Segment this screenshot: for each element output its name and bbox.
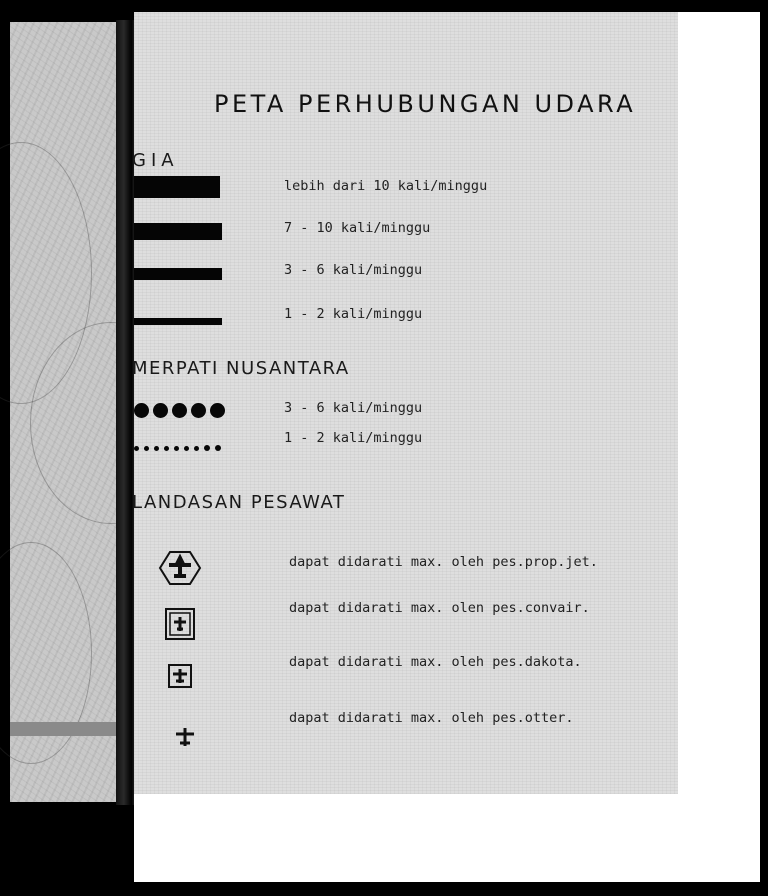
double-square-airplane-icon — [165, 608, 195, 640]
hexagon-airplane-icon — [158, 550, 202, 586]
legend-sheet — [134, 12, 760, 882]
page-title: PETA PERHUBUNGAN UDARA — [214, 90, 637, 118]
legend-line-thick — [134, 223, 222, 240]
legend-label: 1 - 2 kali/minggu — [284, 306, 423, 322]
square-airplane-icon — [168, 664, 192, 688]
legend-label: 3 - 6 kali/minggu — [284, 400, 423, 416]
section-heading-merpati: MERPATI NUSANTARA — [132, 358, 350, 379]
legend-label: dapat didarati max. oleh pes.dakota. — [289, 654, 582, 670]
legend-line-medium — [134, 268, 222, 280]
legend-line-thin — [134, 318, 222, 325]
legend-label: dapat didarati max. oleh pes.prop.jet. — [289, 554, 598, 570]
legend-dots-large — [134, 403, 225, 418]
section-heading-landasan: LANDASAN PESAWAT — [132, 492, 346, 513]
map-strip — [10, 22, 128, 802]
legend-panel — [134, 12, 678, 794]
legend-label: dapat didarati max. oleh pes.otter. — [289, 710, 574, 726]
legend-label: lebih dari 10 kali/minggu — [284, 178, 488, 194]
legend-line-thickest — [134, 176, 220, 198]
section-heading-gia: GIA — [132, 150, 179, 171]
airplane-icon — [174, 726, 196, 748]
legend-label: 7 - 10 kali/minggu — [284, 220, 431, 236]
legend-label: 3 - 6 kali/minggu — [284, 262, 423, 278]
legend-dots-small — [134, 445, 221, 451]
legend-label: 1 - 2 kali/minggu — [284, 430, 423, 446]
legend-label: dapat didarati max. olen pes.convair. — [289, 600, 590, 616]
